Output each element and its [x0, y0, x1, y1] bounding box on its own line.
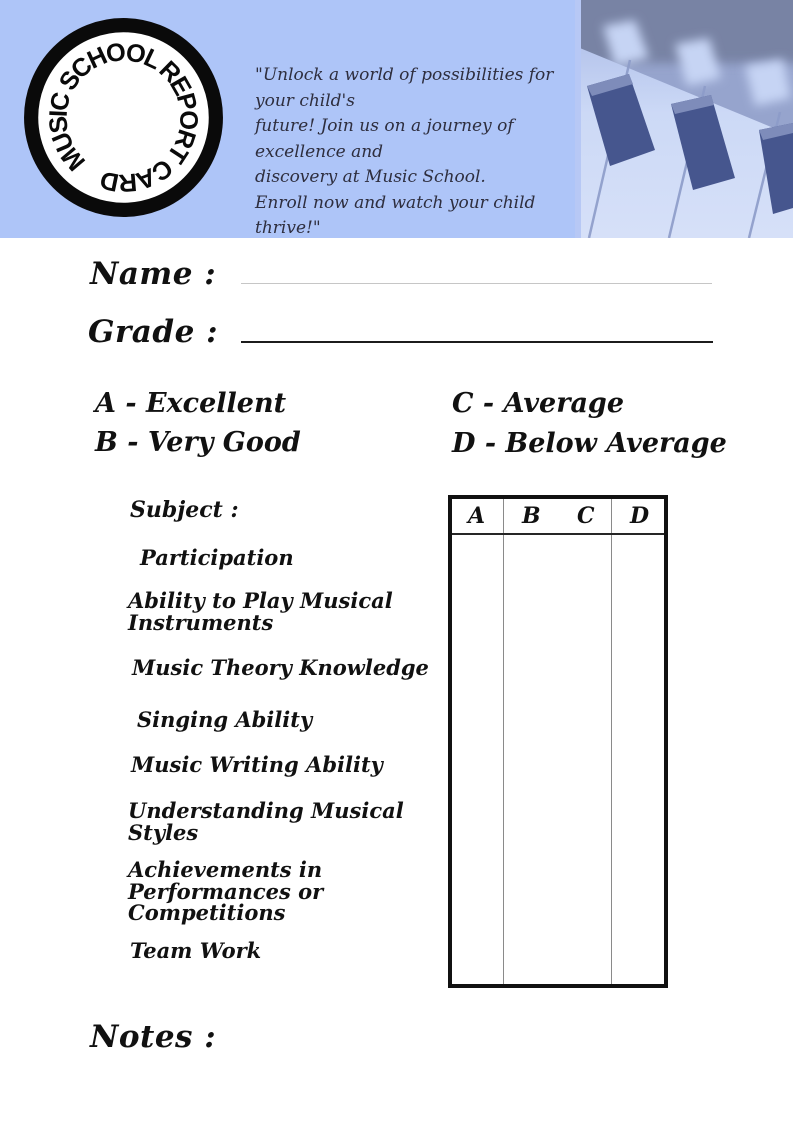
header-band [0, 0, 793, 238]
name-input-line[interactable] [241, 283, 712, 294]
quote-line: discovery at Music School. [255, 167, 486, 187]
grade-input-line[interactable] [241, 341, 713, 353]
subject-line: Competitions [128, 900, 286, 925]
grade-column-d[interactable] [612, 535, 664, 984]
logo-circular-text: MUSIC SCHOOL REPORT CARD [44, 38, 203, 197]
subject-line: Achievements in [128, 857, 323, 882]
subject-line: Singing Ability [137, 707, 313, 732]
quote-line: Enroll now and watch your child thrive!" [255, 192, 536, 238]
legend-item-c: C - Average [452, 388, 624, 419]
grade-table [448, 495, 668, 988]
subject-line: Team Work [130, 938, 262, 963]
legend-item-b: B - Very Good [95, 427, 301, 458]
subject-item [131, 754, 383, 776]
subject-line: Music Theory Knowledge [132, 655, 429, 680]
column-header-c: C [577, 503, 595, 529]
subject-line: Styles [128, 819, 199, 845]
subject-item [128, 590, 393, 633]
name-label: Name : [90, 256, 217, 292]
subject-item [130, 940, 261, 962]
subject-column-title: Subject : [130, 497, 239, 523]
subject-item [137, 709, 312, 731]
subject-line: Participation [140, 545, 294, 570]
subject-line: Understanding Musical [128, 798, 404, 823]
grade-label: Grade : [88, 314, 219, 350]
quote-line: future! Join us on a journey of excellence and [255, 116, 514, 162]
subject-item [128, 859, 323, 924]
grade-column-a[interactable] [452, 535, 503, 984]
column-header-b: B [522, 503, 541, 529]
subject-line: Music Writing Ability [131, 752, 383, 777]
grade-table-header [452, 499, 664, 535]
subject-line: Performances or [128, 878, 324, 904]
subject-line: Ability to Play Musical [128, 588, 393, 613]
piano-keys-photo [575, 0, 793, 238]
quote-text [255, 63, 570, 242]
column-header-a: A [468, 503, 486, 529]
notes-label: Notes : [90, 1019, 217, 1055]
legend-item-d: D - Below Average [452, 428, 727, 459]
subject-item [140, 547, 294, 569]
legend-item-a: A - Excellent [95, 388, 287, 419]
subject-item [128, 800, 404, 843]
column-header-d: D [630, 503, 650, 529]
quote-line: "Unlock a world of possibilities for your child's [255, 65, 554, 111]
subject-item [132, 657, 429, 679]
music-school-logo-seal [22, 16, 225, 219]
grade-column-bc[interactable] [504, 535, 611, 984]
subject-line: Instruments [128, 609, 274, 635]
